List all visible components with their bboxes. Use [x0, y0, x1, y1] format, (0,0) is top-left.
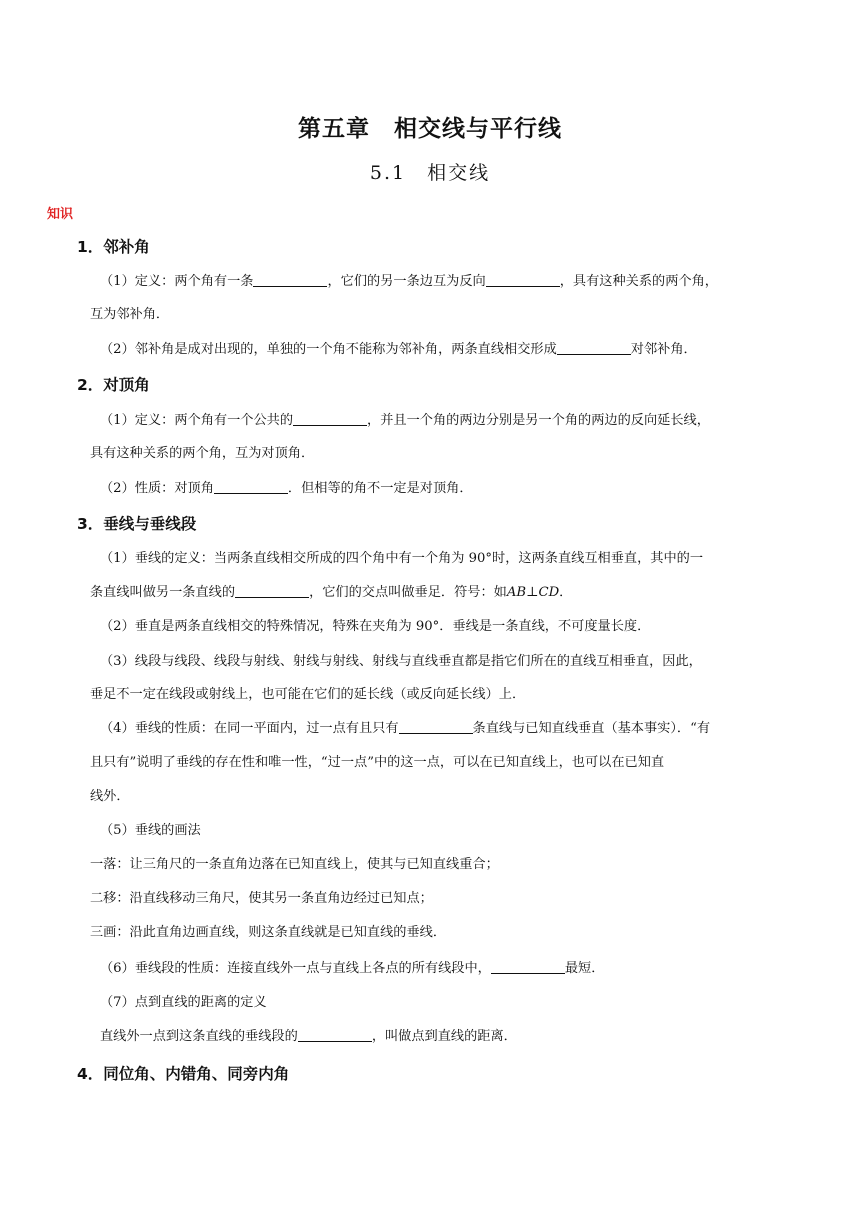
text: 对邻补角．: [630, 342, 697, 357]
text: ．: [559, 585, 573, 600]
paragraph: 具有这种关系的两个角，互为对顶角．: [90, 446, 315, 461]
text: ，它们的交点叫做垂足．符号：如: [309, 585, 507, 600]
heading-adjacent-angles: 1．邻补角: [77, 238, 150, 256]
paragraph: 线外．: [90, 789, 130, 804]
fill-blank: [298, 1027, 372, 1042]
text: （6）垂线段的性质：连接直线外一点与直线上各点的所有线段中，: [100, 961, 491, 976]
fill-blank: [486, 272, 560, 287]
text: （2）性质：对顶角: [100, 481, 214, 496]
text: （2）邻补角是成对出现的，单独的一个角不能称为邻补角，两条直线相交形成: [100, 342, 557, 357]
fill-blank: [491, 959, 565, 974]
text: 最短．: [564, 961, 605, 976]
fill-blank: [557, 340, 631, 355]
paragraph: （3）线段与线段、线段与射线、射线与射线、射线与直线垂直都是指它们所在的直线互相垂直，因此，: [100, 654, 702, 669]
heading-vertical-angles: 2．对顶角: [77, 376, 150, 394]
paragraph: 二移：沿直线移动三角尺，使其另一条直角边经过已知点；: [90, 891, 433, 906]
paragraph: 三画：沿此直角边画直线，则这条直线就是已知直线的垂线．: [90, 925, 447, 940]
math-symbol: AB⊥CD: [506, 585, 560, 600]
text: 条直线叫做另一条直线的: [90, 585, 236, 600]
text: 直线外一点到这条直线的垂线段的: [100, 1029, 298, 1044]
paragraph: 且只有”说明了垂线的存在性和唯一性，“过一点”中的这一点，可以在已知直线上，也可以在已知直: [90, 755, 665, 770]
fill-blank: [235, 583, 309, 598]
text: ．但相等的角不一定是对顶角．: [287, 481, 473, 496]
paragraph: [100, 404, 790, 437]
fill-blank: [253, 272, 327, 287]
paragraph: [100, 712, 790, 745]
paragraph: [100, 952, 790, 985]
paragraph: 一落：让三角尺的一条直角边落在已知直线上，使其与已知直线重合；: [90, 857, 499, 872]
text: （4）垂线的性质：在同一平面内，过一点有且只有: [100, 721, 399, 736]
paragraph: [90, 576, 780, 609]
section-title: 5.1 相交线: [369, 162, 491, 184]
paragraph: 互为邻补角．: [90, 307, 170, 322]
heading-angle-pairs: 4．同位角、内错角、同旁内角: [77, 1065, 290, 1083]
paragraph: （2）垂直是两条直线相交的特殊情况，特殊在夹角为 90°．垂线是一条直线，不可度量长度．: [100, 619, 651, 634]
fill-blank: [293, 411, 367, 426]
paragraph: （7）点到直线的距离的定义: [100, 995, 267, 1010]
text: （1）定义：两个角有一个公共的: [100, 413, 294, 428]
paragraph: （1）垂线的定义：当两条直线相交所成的四个角中有一个角为 90°时，这两条直线互相垂直，其中的一: [100, 551, 704, 566]
paragraph: [100, 333, 790, 366]
paragraph: [100, 1020, 790, 1053]
fill-blank: [399, 719, 473, 734]
paragraph: [100, 265, 790, 298]
fill-blank: [214, 479, 288, 494]
text: 条直线与已知直线垂直（基本事实）．“有: [472, 721, 711, 736]
paragraph: （5）垂线的画法: [100, 823, 201, 838]
paragraph: 垂足不一定在线段或射线上，也可能在它们的延长线（或反向延长线）上．: [90, 687, 526, 702]
text: ，并且一个角的两边分别是另一个角的两边的反向延长线，: [367, 413, 710, 428]
knowledge-tag: 知识: [47, 207, 74, 222]
text: ，具有这种关系的两个角，: [559, 274, 718, 289]
text: （1）定义：两个角有一条: [100, 274, 254, 289]
chapter-title: 第五章 相交线与平行线: [298, 116, 562, 142]
heading-perpendicular: 3．垂线与垂线段: [77, 515, 197, 533]
text: ，叫做点到直线的距离．: [371, 1029, 517, 1044]
text: ，它们的另一条边互为反向: [327, 274, 486, 289]
paragraph: [100, 472, 790, 505]
